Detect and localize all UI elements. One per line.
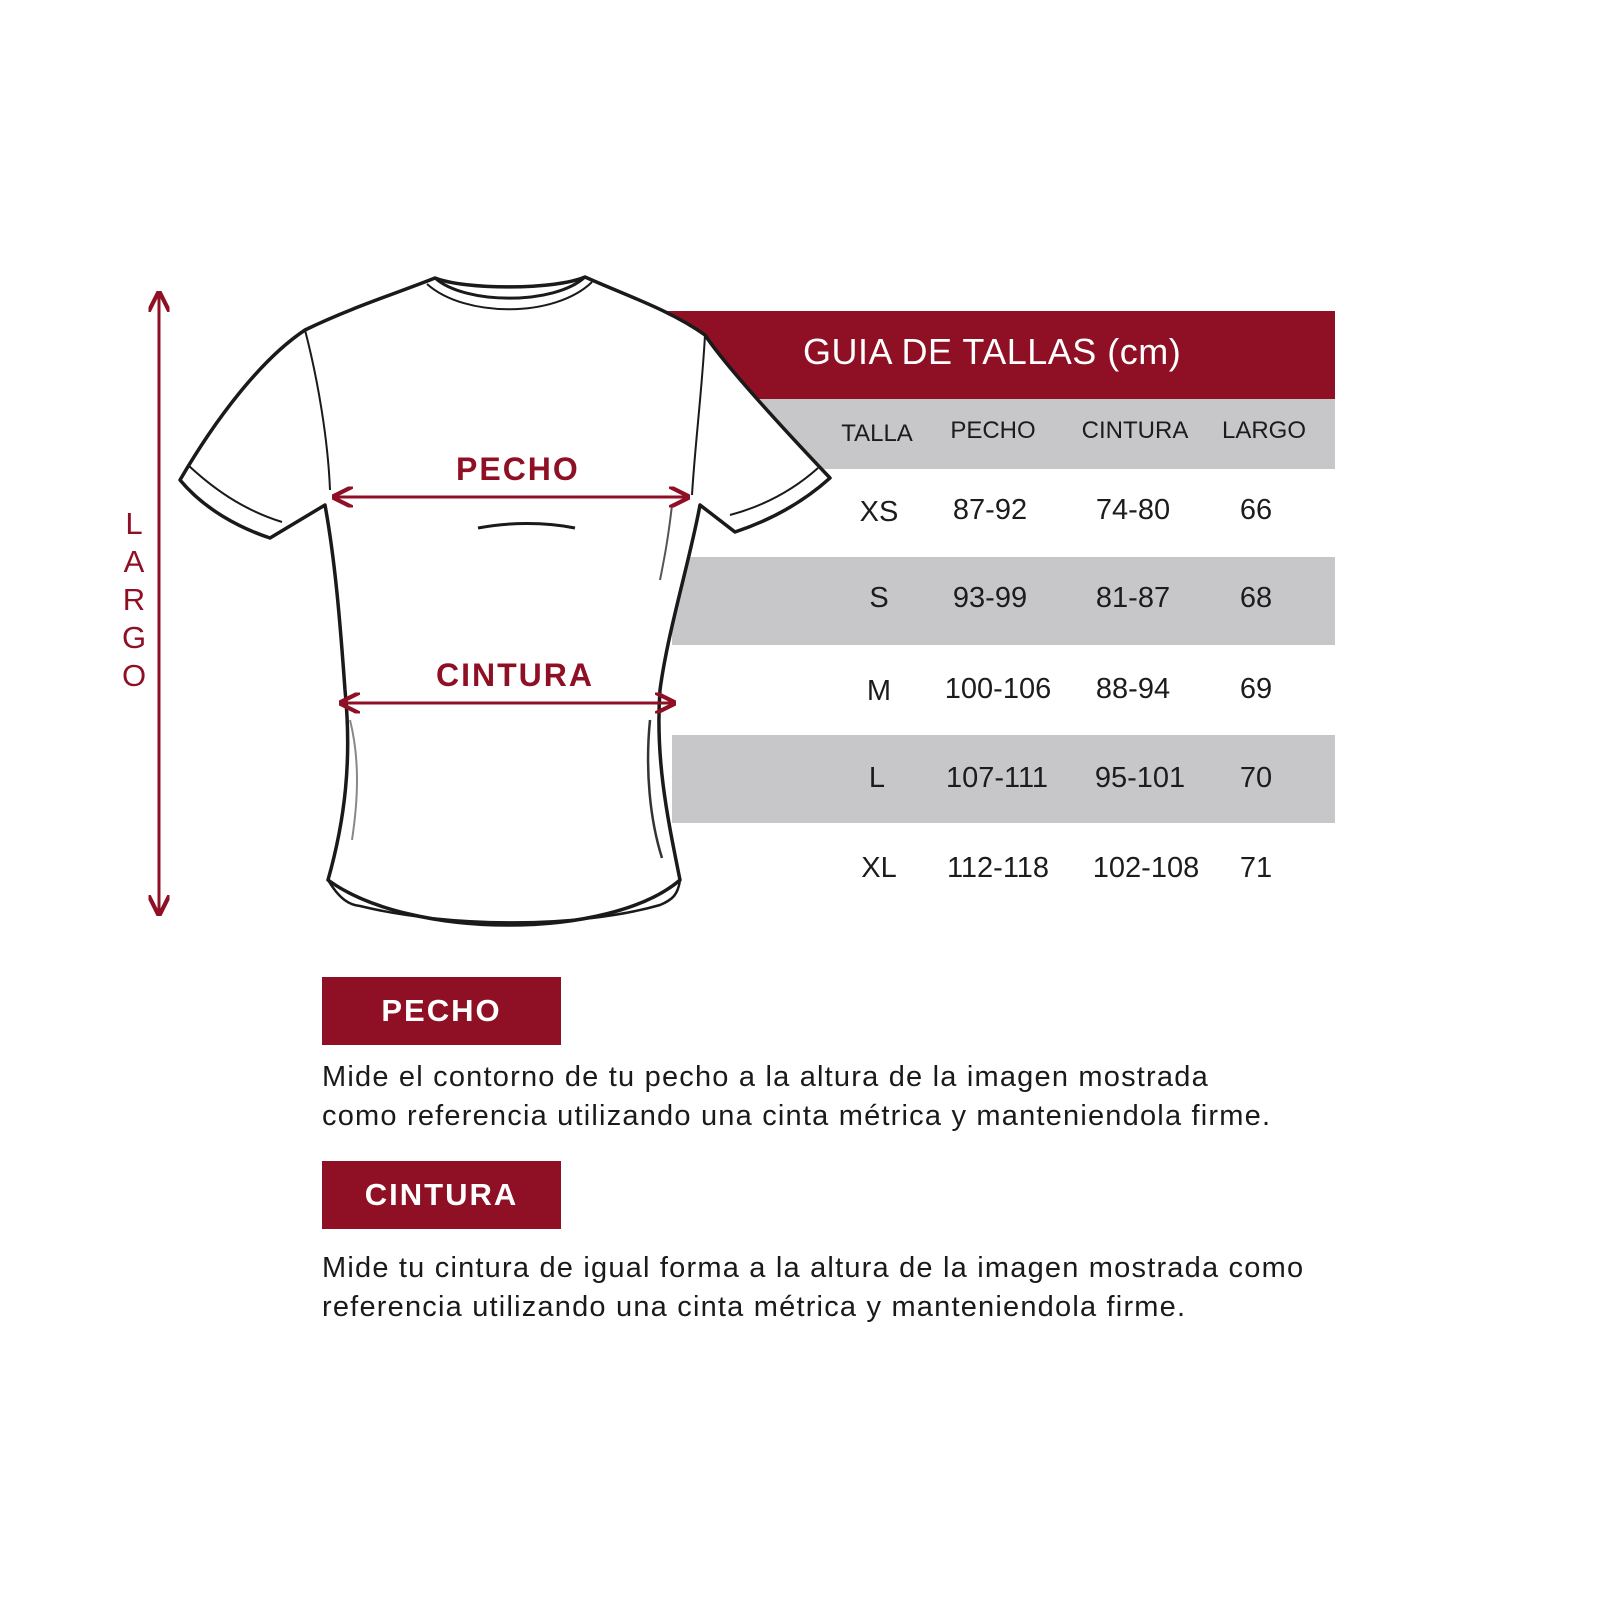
tshirt-icon — [180, 277, 830, 925]
table-cell-pecho: 87-92 — [952, 494, 1028, 526]
table-cell-talla: S — [869, 582, 889, 614]
pecho-heading-tag: PECHO — [322, 977, 561, 1045]
table-cell-largo: 69 — [1239, 673, 1273, 705]
table-cell-cintura: 81-87 — [1095, 582, 1171, 614]
largo-letter: O — [121, 658, 147, 693]
table-header-cintura: CINTURA — [1081, 417, 1189, 444]
table-header-pecho: PECHO — [950, 417, 1036, 444]
table-cell-largo: 71 — [1239, 852, 1273, 884]
cintura-description-line: referencia utilizando una cinta métrica y manteniendola firme. — [322, 1291, 1187, 1323]
table-cell-talla: L — [868, 762, 886, 794]
largo-letter: R — [122, 582, 146, 617]
table-cell-pecho: 112-118 — [946, 852, 1050, 884]
pecho-measure-label: PECHO — [456, 451, 580, 487]
table-cell-cintura: 74-80 — [1095, 494, 1171, 526]
largo-letter: L — [125, 506, 143, 541]
table-cell-largo: 66 — [1239, 494, 1273, 526]
table-header-largo: LARGO — [1221, 417, 1307, 444]
largo-letter: G — [121, 620, 147, 655]
table-cell-pecho: 93-99 — [952, 582, 1028, 614]
table-cell-talla: M — [866, 675, 892, 707]
table-header-talla: TALLA — [841, 420, 913, 447]
cintura-measure-label: CINTURA — [436, 657, 594, 693]
largo-letter: A — [123, 544, 145, 579]
table-cell-talla: XS — [859, 496, 899, 528]
table-cell-cintura: 95-101 — [1094, 762, 1186, 794]
table-cell-talla: XL — [861, 852, 897, 884]
table-cell-pecho: 100-106 — [944, 673, 1052, 705]
cintura-description — [322, 1249, 1304, 1327]
table-cell-largo: 68 — [1239, 582, 1273, 614]
pecho-description-line: Mide el contorno de tu pecho a la altura de la imagen mostrada — [322, 1061, 1209, 1093]
pecho-description — [322, 1058, 1271, 1136]
table-cell-cintura: 88-94 — [1095, 673, 1171, 705]
largo-measure-label — [116, 505, 152, 695]
pecho-description-line: como referencia utilizando una cinta métrica y manteniendola firme. — [322, 1100, 1272, 1132]
table-cell-pecho: 107-111 — [945, 762, 1049, 794]
table-title-text: GUIA DE TALLAS (cm) — [803, 331, 1182, 372]
table-cell-largo: 70 — [1239, 762, 1273, 794]
table-cell-cintura: 102-108 — [1092, 852, 1200, 884]
cintura-description-line: Mide tu cintura de igual forma a la altura de la imagen mostrada como — [322, 1252, 1305, 1284]
cintura-heading-tag: CINTURA — [322, 1161, 561, 1229]
